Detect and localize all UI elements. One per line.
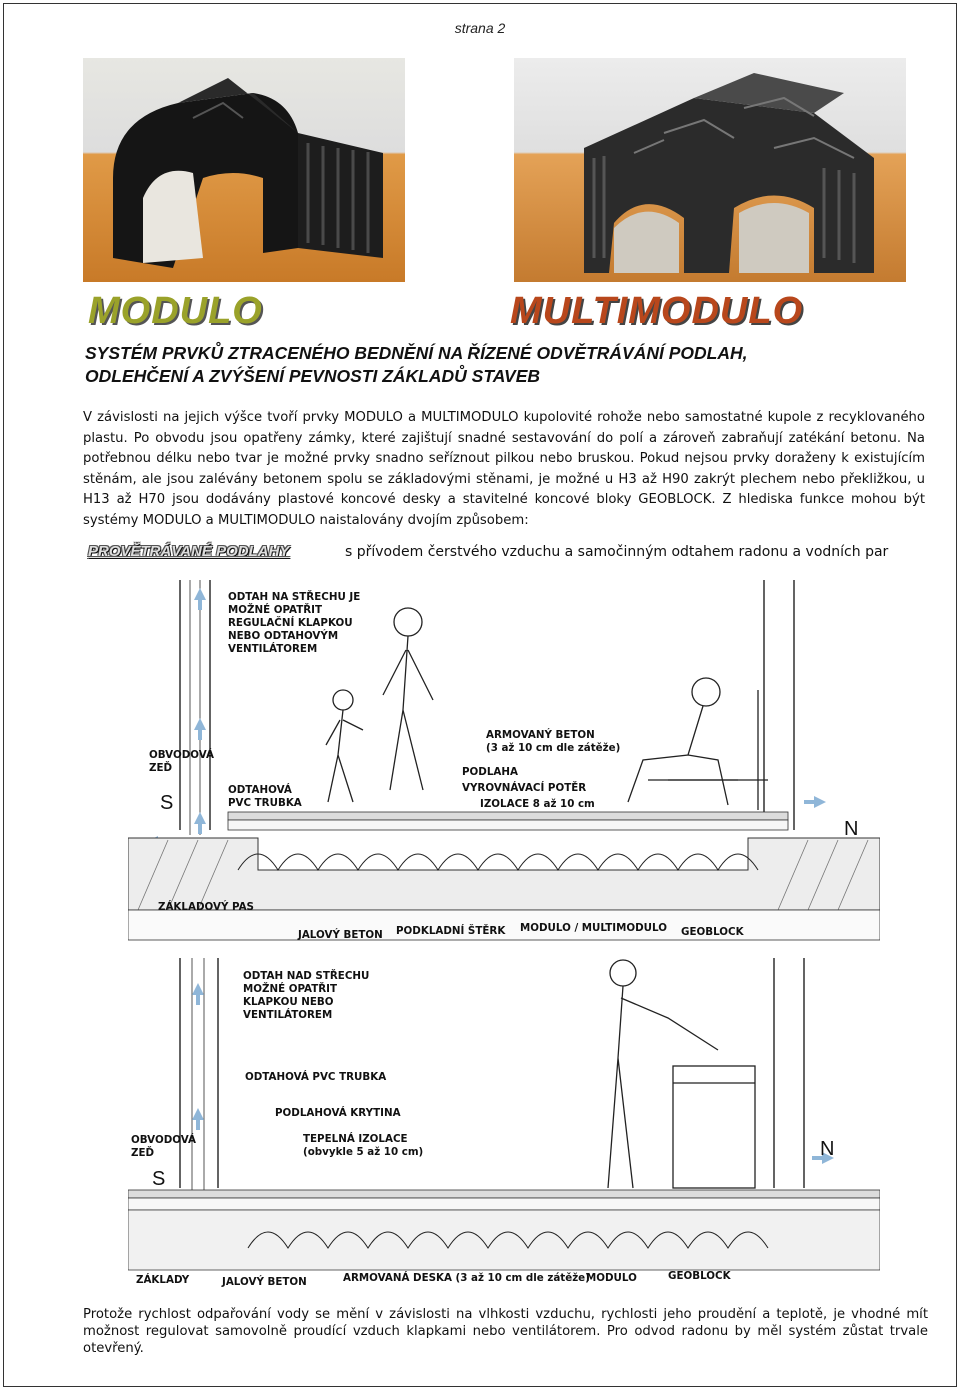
multimodulo-grid-illustration (514, 58, 906, 282)
ventilated-floor-diagram (128, 580, 880, 946)
pipe-line-1: ODTAHOVÁ (228, 784, 292, 796)
concrete-label (486, 729, 620, 755)
concrete-line-1: ARMOVANÝ BETON (486, 729, 595, 741)
outlet-label-bottom (243, 970, 369, 1022)
modulo-element-illustration (83, 58, 405, 282)
insulation-label: IZOLACE 8 až 10 cm (480, 798, 595, 810)
slab-label: ARMOVANÁ DESKA (3 až 10 cm dle zátěže) (343, 1272, 590, 1284)
subtitle-line-1: SYSTÉM PRVKŮ ZTRACENÉHO BEDNĚNÍ NA ŘÍZENÉ ODVĚTRÁVÁNÍ PODLAH, (85, 343, 748, 363)
floor-label: PODLAHA (462, 766, 518, 778)
lean-concrete-label: JALOVÝ BETON (298, 929, 383, 941)
multimodulo-photo (514, 58, 906, 282)
footing-label: ZÁKLADOVÝ PAS (158, 901, 254, 913)
people-illustration (326, 608, 768, 810)
subtitle-line-2: ODLEHČENÍ A ZVÝŠENÍ PEVNOSTI ZÁKLADŮ STAVEB (85, 366, 541, 386)
floor-cover-label: PODLAHOVÁ KRYTINA (275, 1107, 401, 1119)
modulo-label: MODULO / MULTIMODULO (520, 922, 667, 934)
footing-label-bottom: ZÁKLADY (136, 1274, 190, 1286)
footer-paragraph: Protože rychlost odpařování vody se mění v závislosti na vlhkosti vzduchu, rychlosti jeho proudění a teplotě, je vhodné mít možnost regulovat samovolně proudící vzduch klapkami nebo ventilátorem. Pro odvod radonu by měl systém zůstat trvale otevřený. (83, 1307, 928, 1356)
outlet-line-4-bottom: VENTILÁTOREM (243, 1009, 333, 1021)
outlet-line-5: VENTILÁTOREM (228, 643, 318, 655)
wall-line-2-bottom: ZEĎ (131, 1147, 155, 1159)
pipe-label (228, 784, 302, 810)
multimodulo-title: MULTIMODULO (510, 290, 804, 332)
pipe-label-bottom: ODTAHOVÁ PVC TRUBKA (245, 1071, 387, 1083)
wall-line-1: OBVODOVÁ (149, 749, 214, 761)
geoblock-label: GEOBLOCK (681, 926, 744, 938)
ventilated-floors-label: PROVĚTRÁVANÉ PODLAHY (88, 543, 290, 560)
outlet-line-1: ODTAH NA STŘECHU JE (228, 591, 361, 603)
modulo-photo (83, 58, 405, 282)
insulated-floor-drawing (128, 958, 880, 1290)
concrete-line-2: (3 až 10 cm dle zátěže) (486, 742, 621, 754)
pipe-line-2: PVC TRUBKA (228, 797, 302, 809)
north-label: N (844, 818, 859, 840)
outlet-line-3-bottom: KLAPKOU NEBO (243, 996, 334, 1008)
ventilated-floors-heading (88, 543, 928, 565)
wall-line-2: ZEĎ (149, 762, 173, 774)
north-label-bottom: N (820, 1138, 835, 1160)
south-label-bottom: S (152, 1168, 166, 1190)
wall-label-bottom (131, 1134, 196, 1160)
wall-line-1-bottom: OBVODOVÁ (131, 1134, 196, 1146)
insulation-line-2-bottom: (obvykle 5 až 10 cm) (303, 1146, 424, 1158)
insulation-line-1-bottom: TEPELNÁ IZOLACE (303, 1133, 408, 1145)
outlet-line-2-bottom: MOŽNÉ OPATŘIT (243, 983, 338, 995)
subtitle (85, 342, 905, 388)
outlet-label (228, 591, 360, 656)
outlet-line-4: NEBO ODTAHOVÝM (228, 630, 339, 642)
wall-label (149, 749, 214, 775)
geoblock-label-bottom: GEOBLOCK (668, 1270, 731, 1282)
outlet-line-1-bottom: ODTAH NAD STŘECHU (243, 970, 370, 982)
outlet-line-2: MOŽNÉ OPATŘIT (228, 604, 323, 616)
outlet-line-3: REGULAČNÍ KLAPKOU (228, 617, 353, 629)
gravel-label: PODKLADNÍ ŠTĚRK (396, 925, 506, 937)
cooking-person-illustration (608, 960, 755, 1188)
lean-concrete-label-bottom: JALOVÝ BETON (222, 1276, 307, 1288)
south-label: S (160, 792, 174, 814)
ventilated-floors-description: s přívodem čerstvého vzduchu a samočinným odtahem radonu a vodních par (345, 544, 889, 560)
modulo-label-bottom: MODULO (586, 1272, 637, 1284)
insulation-label-bottom (303, 1133, 423, 1159)
intro-paragraph: V závislosti na jejich výšce tvoří prvky MODULO a MULTIMODULO kupolovité rohože nebo samostatné kupole z recyklovaného plastu. Po obvodu jsou opatřeny zámky, které zajištují snadné sestavování do polí a zároveň zabraňují zatékání betonu. Na potřebnou délku nebo tvar je možné prvky snadno seříznout pilkou nebo bruskou. Pokud nejsou prvky doraženy k existujícím stěnám, ale jsou zalévány betonem spolu se základovými stěnami, je možné u H3 až H90 zakrýt plechem nebo překližkou, u H13 až H70 jsou dodávány plastové koncové desky a stavitelné koncové bloky GEOBLOCK. Z hlediska funkce mohou být systémy MODULO a MULTIMODULO naistalovány dvojím způsobem: (83, 410, 925, 528)
modulo-title: MODULO (88, 290, 263, 332)
insulated-floor-diagram (128, 958, 880, 1290)
page-number: strana 2 (454, 20, 506, 36)
screed-label: VYROVNÁVACÍ POTĚR (462, 782, 587, 794)
